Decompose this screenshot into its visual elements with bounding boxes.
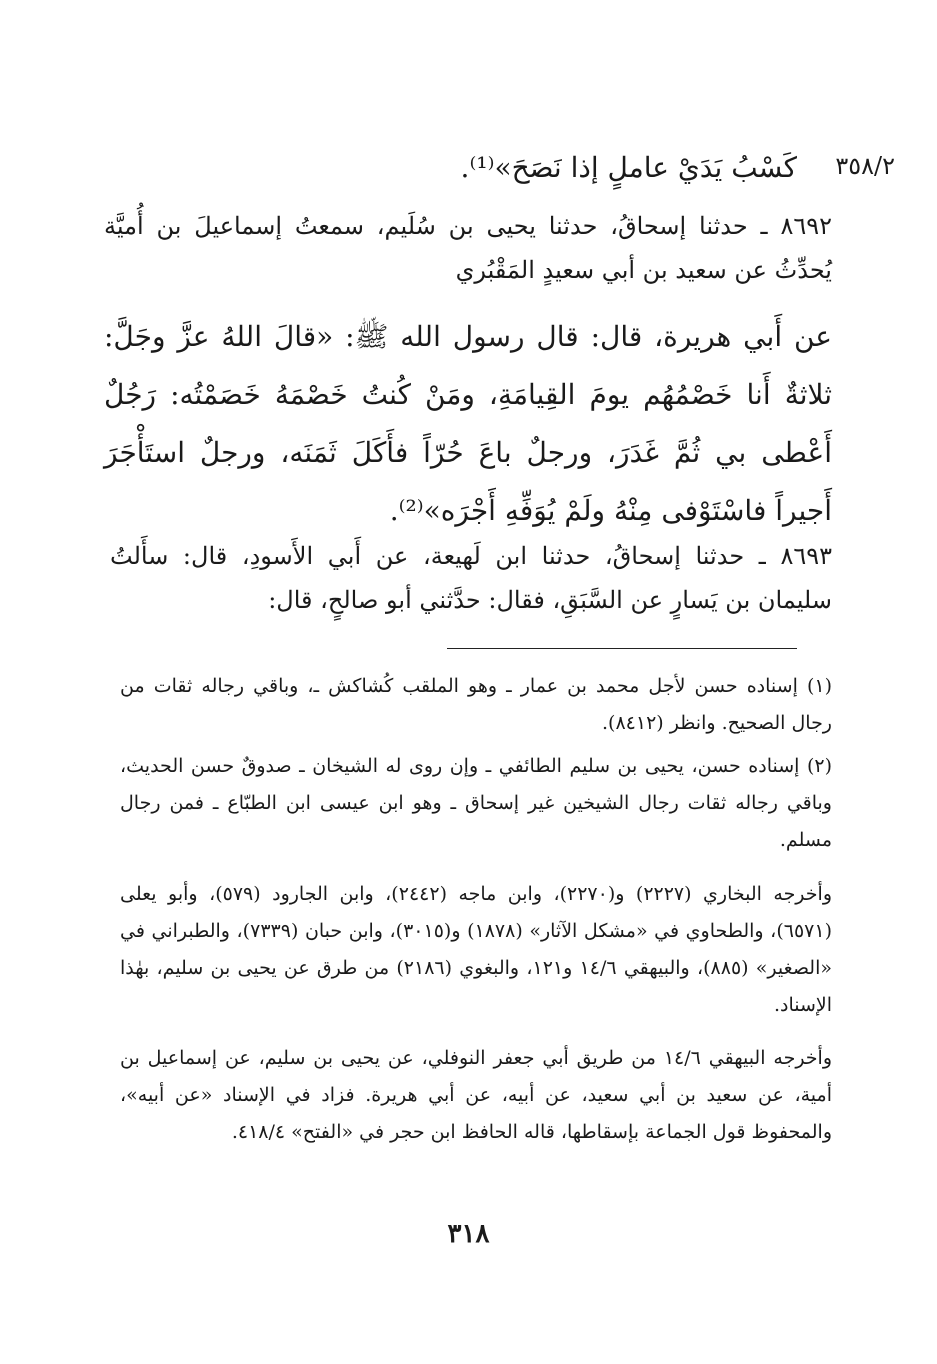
hadith-continuation-line: كَسْبُ يَدَيْ عاملٍ إذا نَصَحَ»⁽¹⁾. bbox=[460, 151, 797, 184]
volume-page-marker: ٣٥٨/٢ bbox=[835, 152, 895, 180]
footnote-1: (١) إسناده حسن لأجل محمد بن عمار ـ وهو الملقب كُشاكش ـ، وباقي رجاله ثقات من رجال الصحيح. وانظر (٨٤١٢). bbox=[120, 675, 832, 734]
footnote-2-takhrij: وأخرجه البخاري (٢٢٢٧) و(٢٢٧٠)، وابن ماجه (٢٤٤٢)، وابن الجارود (٥٧٩)، وأبو يعلى (٦٥٧١)، والطحاوي في «مشكل الآثار» (١٨٧٨) و(٣٠١٥)، وابن حبان (٧٣٣٩)، والطبراني في «الصغير» (٨٨٥)، والبيهقي ١٤/٦ و١٢١، والبغوي (٢١٨٦) من طرق عن يحيى بن سليم، بهٰذا الإسناد. bbox=[120, 883, 832, 1016]
hadith-8692-text: عن أَبي هريرة، قال: قال رسول الله ﷺ: «قالَ اللهُ عزَّ وجَلَّ: ثلاثةٌ أَنا خَصْمُهُم يومَ القِيامَةِ، ومَنْ كُنتُ خَصْمَهُ خَصَمْتُه: رَجُلٌ أَعْطى بي ثُمَّ غَدَرَ، ورجلٌ باعَ حُرّاً فأَكَلَ ثَمَنَه، ورجلٌ استَأْجَرَ أَجيراً فاسْتَوْفى مِنْهُ ولَمْ يُوَفِّهِ أَجْرَه»⁽²⁾. bbox=[104, 320, 832, 527]
footnote-separator bbox=[447, 648, 797, 649]
hadith-8693: ٨٦٩٣ ـ حدثنا إسحاقُ، حدثنا ابن لَهيعة، عن أَبي الأَسودِ، قال: سأَلتُ سليمان بن يَسارٍ عن السَّبَقِ، فقال: حدَّثني أبو صالحٍ، قال: bbox=[110, 542, 832, 614]
page-number: ٣١٨ bbox=[447, 1219, 490, 1249]
footnote-2-note: وأخرجه البيهقي ١٤/٦ من طريق أبي جعفر النوفلي، عن يحيى بن سليم، عن إسماعيل بن أمية، عن سعيد بن أبي سعيد، عن أبيه، عن أبي هريرة. فزاد في الإسناد «عن أبيه»، والمحفوظ قول الجماعة بإسقاطها، قاله الحافظ ابن حجر في «الفتح» ٤١٨/٤. bbox=[120, 1047, 832, 1143]
footnote-2-intro: (٢) إسناده حسن، يحيى بن سليم الطائفي ـ وإن روى له الشيخان ـ صدوقٌ حسن الحديث، وباقي رجاله ثقات رجال الشيخين غير إسحاق ـ وهو ابن عيسى ابن الطبّاع ـ فمن رجال مسلم. bbox=[120, 755, 832, 851]
hadith-8692-chain: ٨٦٩٢ ـ حدثنا إسحاقُ، حدثنا يحيى بن سُلَيم، سمعتُ إسماعيلَ بن أُميَّة يُحدِّثُ عن سعيد بن أبي سعيدٍ المَقْبُري bbox=[104, 212, 832, 284]
